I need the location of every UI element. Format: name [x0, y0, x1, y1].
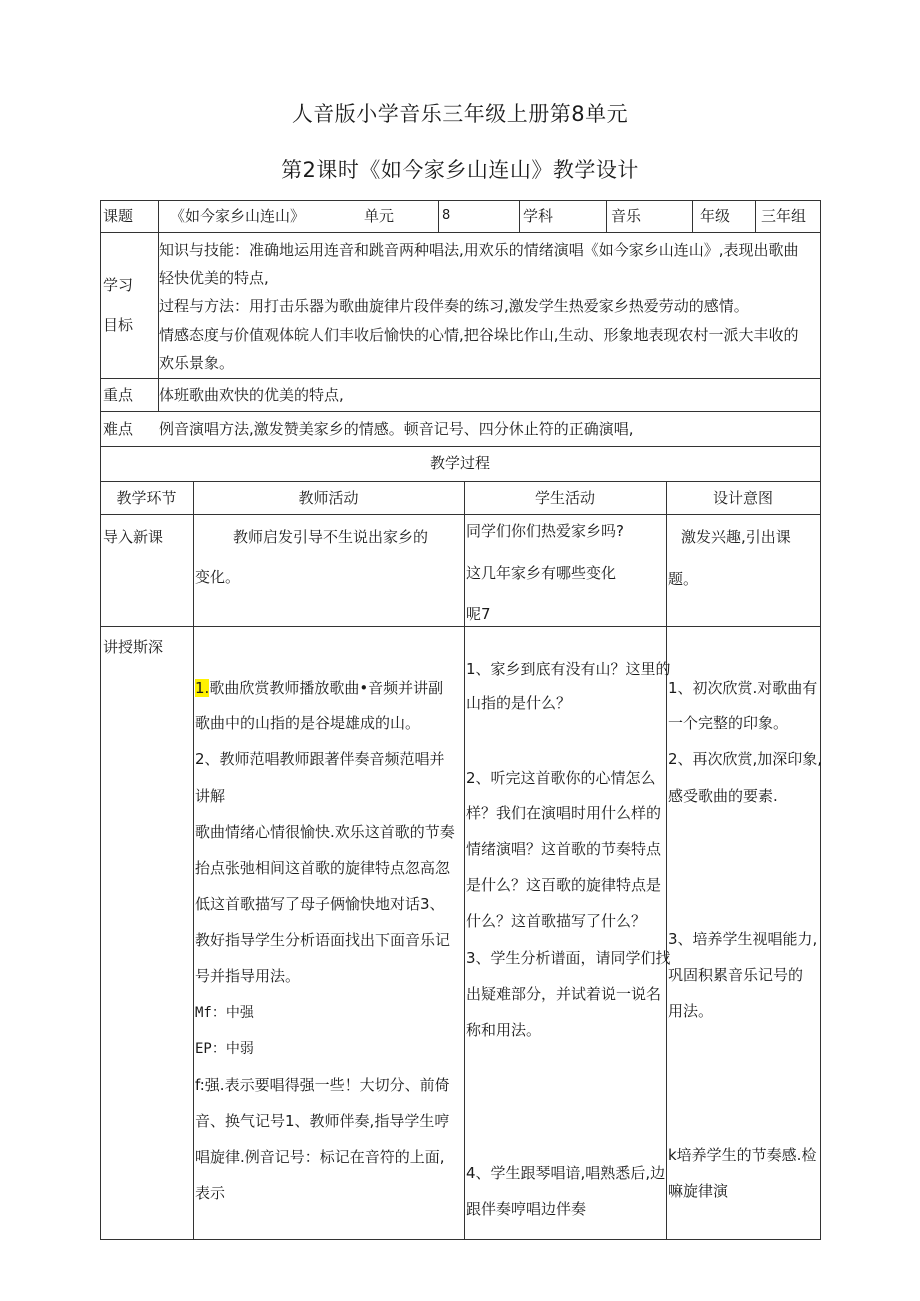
table-border — [666, 481, 667, 1240]
lecture-intent-line: 3、培养学生视唱能力, — [668, 930, 818, 948]
lecture-student-line: 情绪演唱？这首歌的节奏特点 — [466, 840, 662, 858]
subject-title-value: 《如今家乡山连山》 — [170, 207, 306, 225]
lecture-student-line: 称和用法。 — [466, 1021, 542, 1039]
table-border — [193, 481, 194, 1240]
table-border — [438, 200, 439, 232]
lecture-student-line: 样？我们在演唱时用什么样的 — [466, 804, 662, 822]
table-border — [100, 411, 821, 412]
lecture-intent-line: 用法。 — [668, 1002, 714, 1020]
table-border — [519, 200, 520, 232]
table-border — [100, 232, 821, 233]
document-subtitle: 第2课时《如今家乡山连山》教学设计 — [281, 158, 639, 182]
lecture-intent-line: k培养学生的节奏感.检 — [668, 1146, 817, 1164]
lecture-teacher-line: 表示 — [195, 1184, 226, 1202]
table-border — [100, 446, 821, 447]
lecture-student-line: 4、学生跟琴唱谙,唱熟悉后,边 — [466, 1164, 666, 1182]
lecture-student-line: 1、家乡到底有没有山？这里的 — [466, 660, 671, 678]
unit-value: 8 — [442, 208, 451, 223]
unit-label: 单元 — [364, 207, 395, 225]
lecture-intent-line: 感受歌曲的要素. — [668, 787, 778, 805]
discipline-label: 学科 — [523, 207, 554, 225]
header-student-activity: 学生活动 — [534, 489, 595, 507]
lecture-teacher-line: 歌曲情绪心情很愉快.欢乐这首歌的节奏 — [195, 823, 455, 841]
table-border — [100, 626, 821, 627]
header-stage: 教学环节 — [116, 489, 177, 507]
subject-title-label: 课题 — [103, 207, 134, 225]
key-point-label: 重点 — [103, 386, 134, 404]
table-border — [100, 200, 821, 201]
intro-intent-line: 题。 — [668, 570, 699, 588]
learning-goals-label: 目标 — [103, 316, 134, 334]
table-border — [820, 200, 821, 1240]
lecture-student-line: 什么？这首歌描写了什么？ — [466, 912, 647, 930]
table-border — [755, 200, 756, 232]
process-title: 教学过程 — [429, 454, 490, 472]
table-border — [100, 1239, 821, 1240]
lecture-teacher-line: 音、换气记号1、教师伴奏,指导学生哼 — [195, 1112, 450, 1130]
intro-student-line: 呢7 — [466, 605, 491, 623]
lecture-teacher-line: 低这首歌描写了母子俩愉快地对话3、 — [195, 895, 445, 913]
table-border — [606, 200, 607, 232]
lecture-teacher-line: 教好指导学生分析语面找出下面音乐记 — [195, 931, 451, 949]
lecture-teacher-line: 唱旋律.例音记号：标记在音符的上面, — [195, 1148, 445, 1166]
grade-label: 年级 — [700, 207, 731, 225]
lecture-teacher-line: 歌曲中的山指的是谷堤雄成的山。 — [195, 714, 421, 732]
lecture-teacher-line: f:强.表示要唱得强一些！大切分、前倚 — [195, 1076, 450, 1094]
difficulty-text: 例音演唱方法,激发赞美家乡的情感。顿音记号、四分休止符的正确演唱, — [159, 420, 634, 438]
lecture-intent-line: 1、初次欣赏.对歌曲有 — [668, 679, 818, 697]
lecture-teacher-line: 讲解 — [195, 787, 226, 805]
lecture-student-line: 出疑难部分，并试着说一说名 — [466, 985, 662, 1003]
table-border — [692, 200, 693, 232]
lecture-intent-line: 一个完整的印象。 — [668, 714, 789, 732]
intro-intent-line: 激发兴趣,引出课 — [681, 528, 791, 546]
lecture-intent-line: 巩固积累音乐记号的 — [668, 966, 804, 984]
dynamic-mf: Mf：中强 — [195, 1005, 254, 1021]
highlighted-number: 1. — [195, 679, 210, 697]
intro-student-line: 同学们你们热爱家乡吗? — [466, 522, 624, 540]
key-point-text: 体班歌曲欢快的优美的特点, — [159, 386, 344, 404]
table-border — [100, 200, 101, 1240]
lecture-student-line: 是什么？这百歌的旋律特点是 — [466, 876, 662, 894]
goal-line: 情感态度与价值观体皖人们丰收后愉快的心情,把谷垛比作山,生动、形象地表现农村一派大丰收的 — [159, 326, 799, 344]
lecture-student-line: 2、听完这首歌你的心情怎么 — [466, 769, 656, 787]
stage-lecture: 讲授斯深 — [103, 638, 164, 656]
goal-line: 过程与方法：用打击乐器为歌曲旋律片段伴奏的练习,激发学生热爱家乡热爱劳动的感情。 — [159, 297, 749, 315]
lecture-student-line: 山指的是什么？ — [466, 694, 572, 712]
dynamic-ep: EP：中弱 — [195, 1041, 254, 1057]
grade-value: 三年组 — [761, 207, 807, 225]
lecture-intent-line: 2、再次欣赏,加深印象, — [668, 750, 823, 768]
document-title: 人音版小学音乐三年级上册第8单元 — [291, 102, 629, 126]
table-border — [100, 514, 821, 515]
goal-line: 欢乐景象。 — [159, 354, 235, 372]
lecture-teacher-line: 号并指导用法。 — [195, 967, 301, 985]
lecture-teacher-line: 1.歌曲欣赏教师播放歌曲•音频并讲副 — [195, 679, 444, 697]
lecture-teacher-line: 2、教师范唱教师跟著伴奏音频范唱并 — [195, 750, 445, 768]
stage-intro: 导入新课 — [103, 528, 164, 546]
header-teacher-activity: 教师活动 — [298, 489, 359, 507]
intro-teacher-line: 教师启发引导不生说出家乡的 — [233, 528, 429, 546]
goal-line: 知识与技能：准确地运用连音和跳音两种唱法,用欢乐的情绪演唱《如今家乡山连山》,表现出歌曲 — [159, 241, 799, 259]
intro-student-line: 这几年家乡有哪些变化 — [466, 564, 617, 582]
lecture-teacher-line: 抬点张弛相间这首歌的旋律特点忽高忽 — [195, 859, 451, 877]
discipline-value: 音乐 — [611, 207, 642, 225]
intro-teacher-line: 变化。 — [195, 568, 241, 586]
learning-goals-label: 学习 — [103, 276, 134, 294]
difficulty-label: 难点 — [103, 420, 134, 438]
table-border — [464, 481, 465, 1240]
lecture-student-line: 跟伴奏哼唱边伴奏 — [466, 1200, 587, 1218]
table-border — [100, 378, 821, 379]
table-border — [100, 481, 821, 482]
goal-line: 轻快优美的特点, — [159, 269, 269, 287]
lecture-intent-line: 嘛旋律演 — [668, 1182, 729, 1200]
header-design-intent: 设计意图 — [712, 489, 773, 507]
lecture-student-line: 3、学生分析谱面，请同学们找 — [466, 949, 671, 967]
